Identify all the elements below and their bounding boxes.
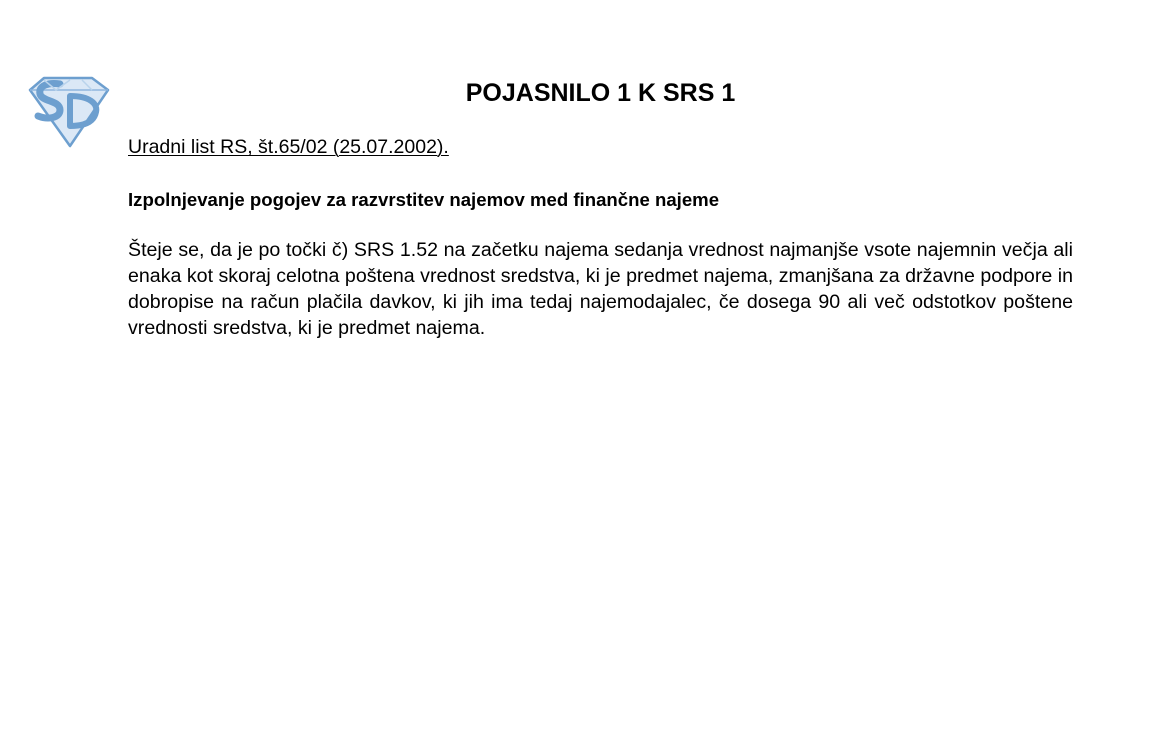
section-heading: Izpolnjevanje pogojev za razvrstitev najemov med finančne najeme xyxy=(128,189,720,210)
diamond-logo-icon xyxy=(26,76,112,150)
document-title: POJASNILO 1 K SRS 1 xyxy=(465,79,736,107)
gazette-reference: Uradni list RS, št.65/02 (25.07.2002). xyxy=(128,136,449,158)
body-paragraph: Šteje se, da je po točki č) SRS 1.52 na začetku najema sedanja vrednost najmanjše vsote najemnin večja ali enaka kot skoraj celotna poštena vrednost sredstva, ki je predmet najema, zmanjšana za državne podpore in dobropise na račun plačila davkov, ki jih ima tedaj najemodajalec, če dosega 90 ali več odstotkov poštene vrednosti sredstva, ki je predmet najema. xyxy=(128,239,1073,339)
